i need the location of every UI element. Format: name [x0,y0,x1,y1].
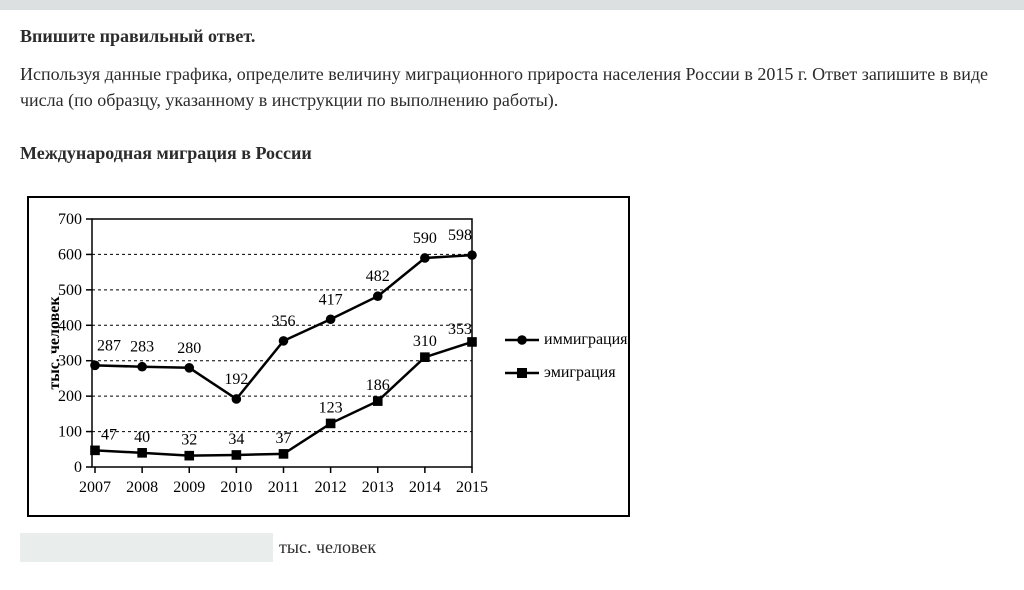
immigration-point [90,361,100,371]
chart-legend [505,329,628,395]
immigration-data-label: 482 [365,268,390,286]
emigration-point [279,449,289,459]
immigration-point [184,363,194,373]
chart-title: Международная миграция в России [20,143,312,163]
emigration-point [137,448,147,458]
immigration-point [467,250,477,260]
emigration-data-label: 47 [101,426,117,444]
x-tick-label: 2009 [173,479,206,496]
y-tick-label: 200 [58,388,82,406]
emigration-point [420,352,430,362]
immigration-data-label: 287 [97,337,121,355]
immigration-point [326,314,336,324]
task-text: Используя данные графика, определите величину миграционного прироста населения России в 2015 г. Ответ запишите в виде числа (по образцу, указанному в инструкции по выполнению работы). [20,64,989,110]
emigration-marker-icon [505,367,539,379]
immigration-data-label: 283 [130,338,155,356]
emigration-data-label: 34 [228,430,245,448]
immigration-data-label: 598 [448,227,472,245]
emigration-point [373,396,383,406]
x-tick-label: 2012 [314,479,347,496]
immigration-point [420,253,430,263]
y-tick-label: 0 [74,459,82,476]
immigration-point [232,394,242,404]
x-tick-label: 2007 [79,479,111,496]
emigration-point [326,419,336,429]
immigration-data-label: 356 [271,312,296,330]
emigration-data-label: 186 [365,377,390,395]
immigration-data-label: 280 [177,339,202,357]
emigration-point [184,451,194,461]
square-marker-icon [517,368,527,378]
legend-item-immigration [505,329,628,351]
x-tick-label: 2010 [220,479,253,496]
legend-label-emigration: эмиграция [544,364,616,381]
answer-input[interactable] [20,533,273,562]
immigration-data-label: 590 [412,229,437,247]
y-tick-label: 700 [58,211,82,228]
emigration-data-label: 32 [181,431,198,449]
emigration-data-label: 123 [318,399,343,417]
task-title: Впишите правильный ответ. [20,26,256,46]
immigration-marker-icon [505,334,539,346]
emigration-data-label: 353 [448,320,472,338]
top-bar [0,0,1024,10]
emigration-data-label: 310 [412,333,437,351]
x-tick-label: 2008 [126,479,159,496]
immigration-point [373,291,383,301]
answer-unit-label: тыс. человек [279,537,377,557]
emigration-point [232,450,242,460]
circle-marker-icon [517,335,527,345]
immigration-data-label: 417 [318,291,343,309]
y-tick-label: 500 [58,281,82,299]
migration-chart [27,196,630,517]
emigration-point [90,446,100,456]
y-tick-label: 600 [58,246,82,264]
immigration-data-label: 192 [224,370,249,388]
emigration-data-label: 37 [275,429,292,447]
x-tick-label: 2013 [361,479,394,496]
emigration-point [467,337,477,347]
x-tick-label: 2011 [267,479,300,496]
y-tick-label: 400 [58,317,82,335]
y-axis-title: тыс. человек [46,296,63,390]
y-tick-label: 100 [58,423,82,441]
x-tick-label: 2015 [456,479,488,496]
immigration-point [279,336,289,346]
y-tick-label: 300 [58,352,82,370]
emigration-data-label: 40 [134,428,151,446]
legend-item-emigration [505,362,628,384]
immigration-point [137,362,147,372]
x-tick-label: 2014 [408,479,441,496]
legend-label-immigration: иммиграция [544,331,628,348]
